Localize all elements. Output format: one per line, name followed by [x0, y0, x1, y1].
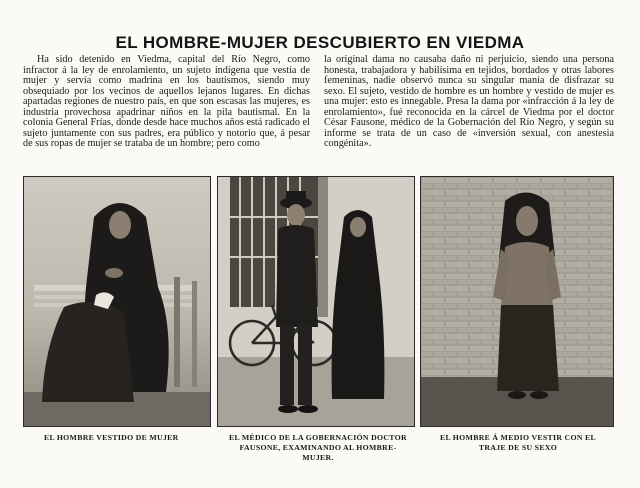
article-title: EL HOMBRE-MUJER DESCUBIERTO EN VIEDMA [115, 33, 525, 52]
photo-caption-2: EL MÉDICO DE LA GOBERNACIÓN DOCTOR FAUSONE, EXAMINANDO AL HOMBRE-MUJER. [229, 433, 407, 462]
photo-man-in-womens-dress [23, 176, 211, 427]
photo-caption-1: EL HOMBRE VESTIDO DE MUJER [44, 433, 179, 442]
photo-caption-3: EL HOMBRE Á MEDIO VESTIR CON EL TRAJE DE SU SEXO [439, 433, 597, 452]
photo-man-half-dressed [420, 176, 614, 427]
article-column-left: Ha sido detenido en Viedma, capital del Río Negro, como infractor á la ley de enrolamiento, un sujeto indígena que vestía de mujer y servía como madrina en los bautismos, siendo muy obsequiado por los vecinos de aquellos lejanos lugares. En dichas apartadas regiones de nuestro país, en que son escasas las mujeres, es industria provechosa apadrinar niños en la pila bautismal. En la colonia General Frías, donde desde hace muchos años está radicado el sujeto juntamente con sus padres, era público y notorio que, á pesar de sus ropas de mujer se trataba de un hombre; pero como [23, 54, 310, 149]
article-column-right: la original dama no causaba daño ni perjuicio, siendo una persona honesta, trabajadora y habilísima en tejidos, bordados y otras labores femeninas, nadie observó nunca su singular manía de disfrazar su sexo. El sujeto, vestido de hombre es un hombre y vestido de mujer es una mujer: esto es innegable. Presa la dama por «infracción á la ley de enrolamiento», fué reconocida en la cárcel de Viedma por el doctor César Fausone, médico de la Gobernación del Río Negro, y según su informe se trata de un caso de «inversión sexual, con anestesia congénita». [324, 54, 614, 149]
photo-doctor-examining [217, 176, 415, 427]
